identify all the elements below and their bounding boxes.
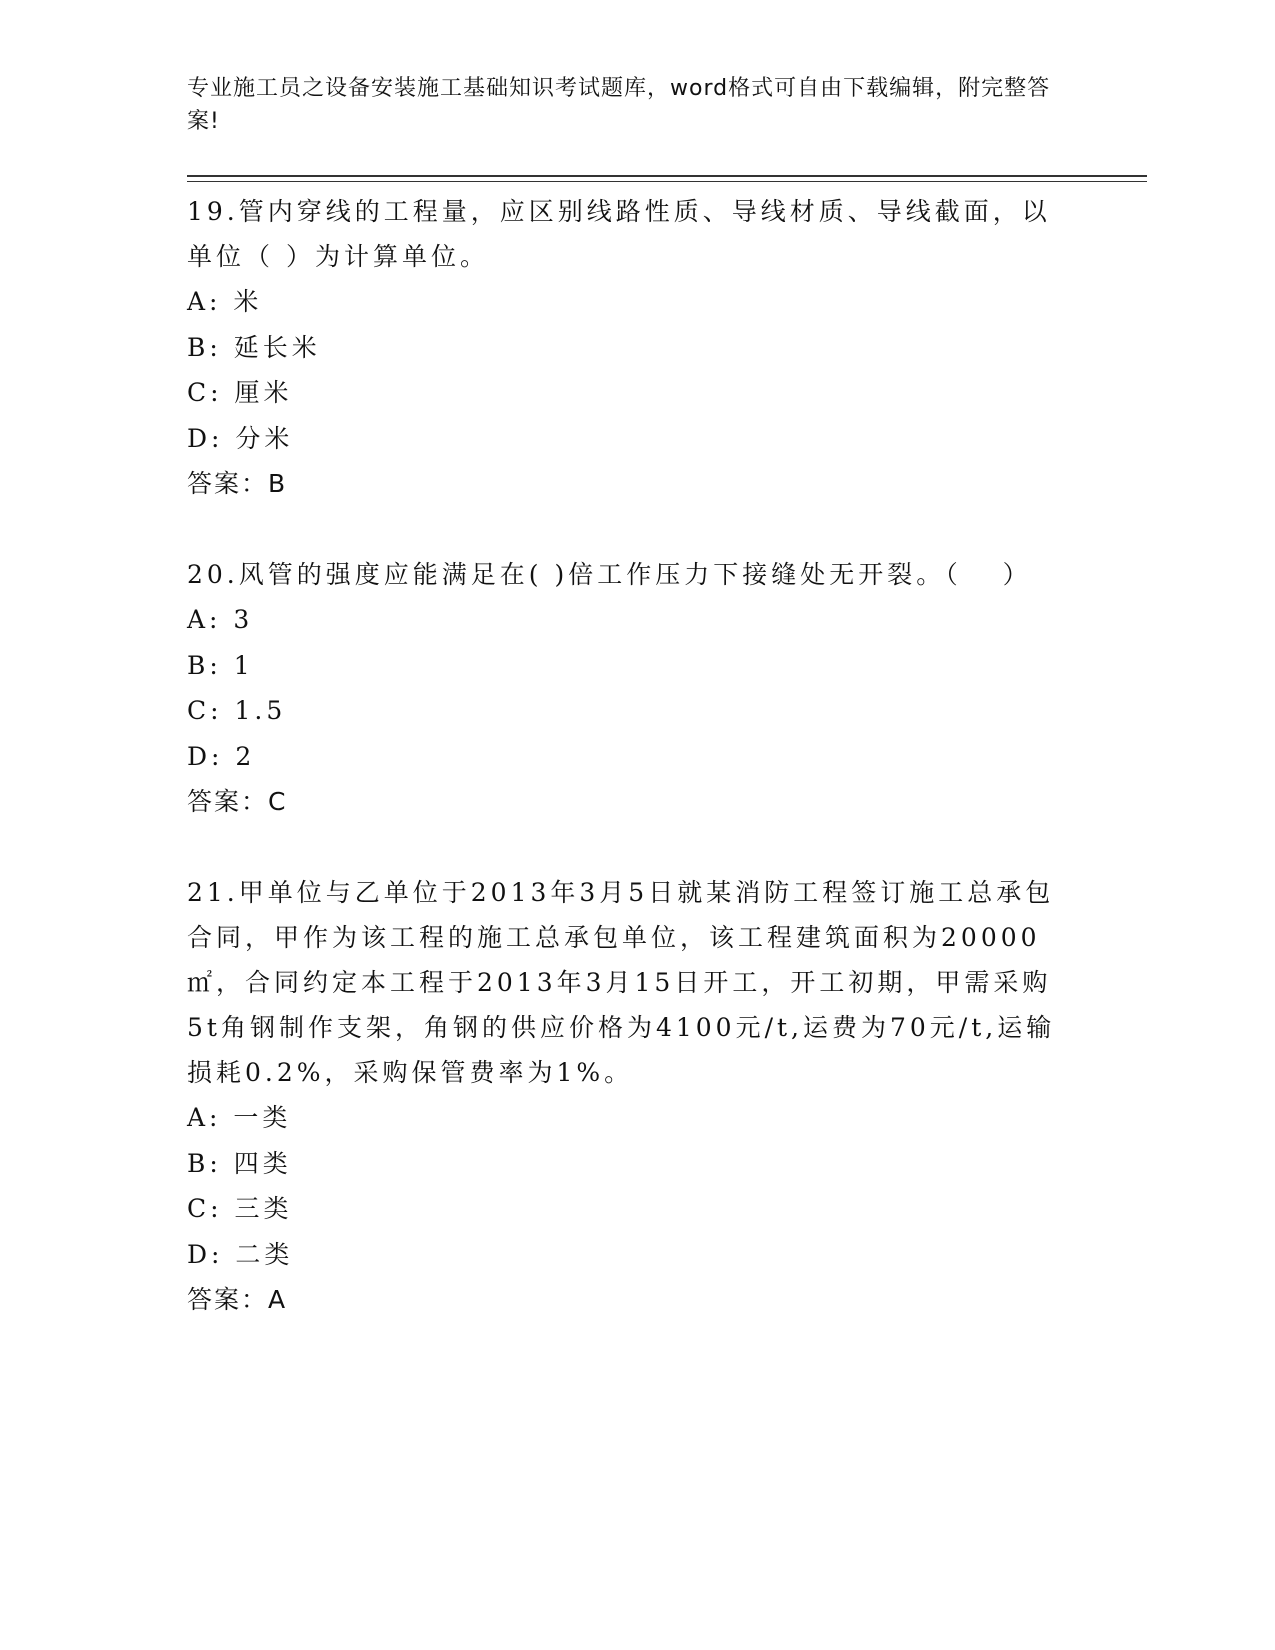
option-d: D: 分米 (187, 423, 294, 453)
answer: 答案：A (187, 1285, 288, 1314)
header-divider-secondary (187, 181, 1147, 182)
option-c: C: 三类 (187, 1194, 293, 1223)
question-text: 19.管内穿线的工程量，应区别线路性质、导线材质、导线截面，以单位（ ）为计算单位。 (187, 197, 1051, 271)
option-b: B: 四类 (187, 1148, 292, 1178)
answer: 答案：C (187, 787, 288, 816)
option-c: C: 厘米 (187, 378, 293, 407)
document-header: 专业施工员之设备安装施工基础知识考试题库，word格式可自由下载编辑，附完整答案! (187, 76, 1051, 134)
option-d: D: 2 (187, 741, 256, 771)
option-a: A: 一类 (187, 1103, 292, 1132)
option-b: B: 延长米 (187, 332, 321, 362)
question-text: 21.甲单位与乙单位于2013年3月5日就某消防工程签订施工总承包合同，甲作为该工程的施工总承包单位，该工程建筑面积为20000㎡，合同约定本工程于2013年3月15日开工，开工初期，甲需采购5t角钢制作支架，角钢的供应价格为4100元/t,运费为70元/t,运输损耗0.2%，采购保管费率为1%。 (187, 878, 1056, 1087)
question-19 (187, 189, 1077, 506)
header-divider (187, 175, 1147, 177)
option-d: D: 二类 (187, 1239, 294, 1269)
option-a: A: 米 (187, 287, 263, 316)
option-a: A: 3 (187, 605, 254, 634)
option-c: C: 1.5 (187, 696, 287, 725)
question-20 (187, 552, 1077, 824)
option-b: B: 1 (187, 650, 254, 680)
question-21 (187, 870, 1077, 1322)
answer: 答案：B (187, 469, 288, 498)
question-text: 20.风管的强度应能满足在( )倍工作压力下接缝处无开裂。（ ） (187, 560, 1032, 589)
